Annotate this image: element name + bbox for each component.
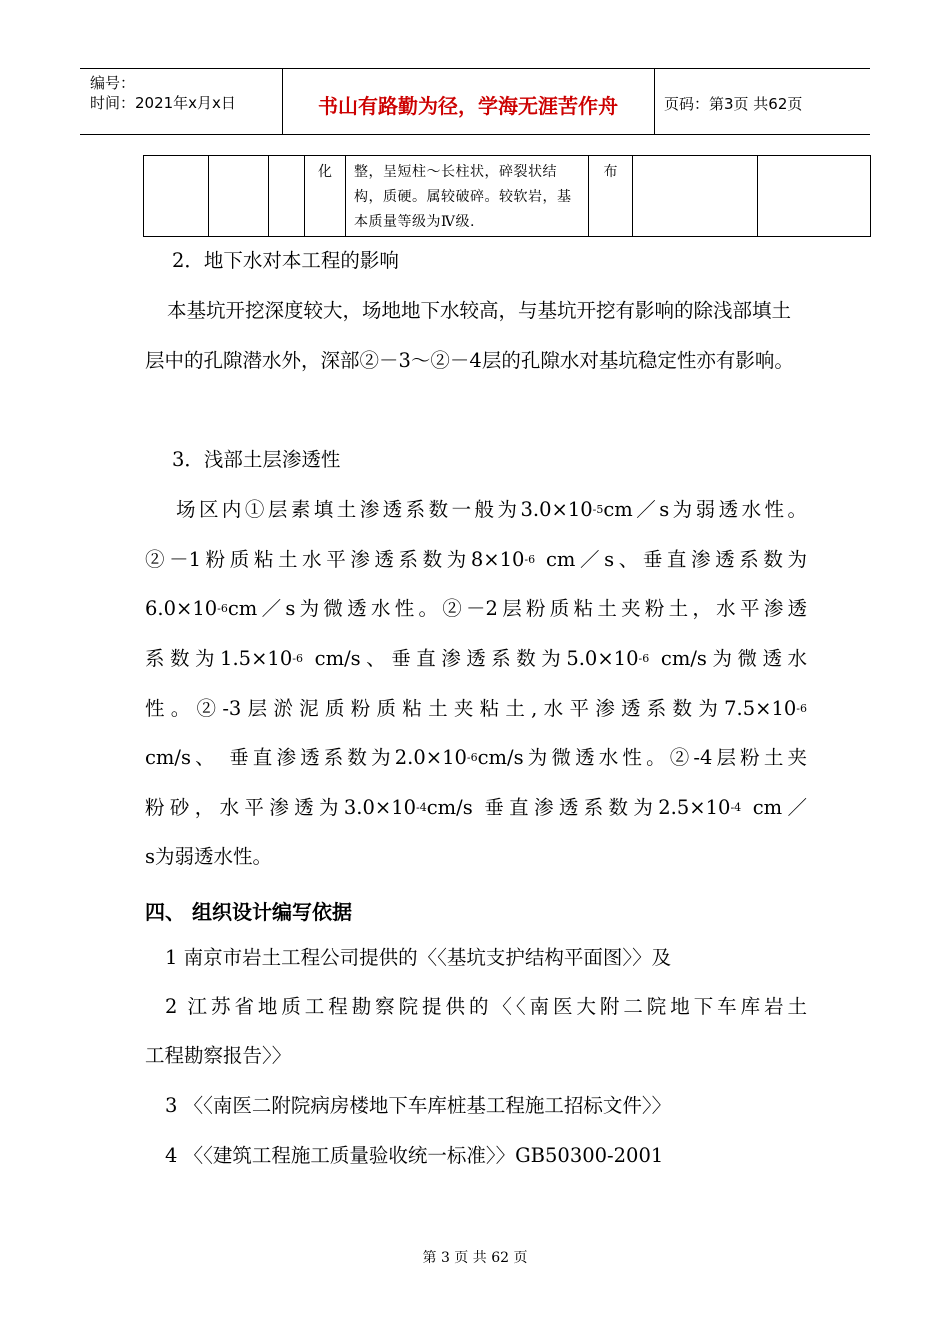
reference-item-continued: 工程勘察报告〉〉 — [145, 1044, 292, 1067]
table-cell — [633, 156, 758, 237]
text-line: cm/s、 垂直渗透系数为$2.0\times 10^{-6}cm/s$为微透水性。②-4层粉土夹 — [145, 746, 807, 769]
header-page-info: 页码：第3页 共62页 — [664, 95, 803, 113]
table-row — [144, 156, 871, 237]
doc-number-label: 编号： — [90, 74, 136, 92]
reference-item: 4 〈〈建筑工程施工质量验收统一标准〉〉GB50300-2001 — [165, 1144, 664, 1167]
reference-item: 1 南京市岩土工程公司提供的〈〈基坑支护结构平面图〉〉及 — [165, 946, 672, 969]
text-line: 性。②-3层淤泥质粉质粘土夹粘土,水平渗透系数为$7.5\times 10^{-6}$ — [145, 697, 807, 720]
header-top-rule — [80, 68, 870, 69]
table-cell-weathering: 化 — [305, 156, 346, 237]
table-cell — [269, 156, 305, 237]
doc-date: 时间：2021年x月x日 — [90, 94, 236, 112]
table-cell — [144, 156, 209, 237]
table-cell — [209, 156, 269, 237]
section-heading: 四、 组织设计编写依据 — [145, 900, 352, 924]
reference-item: 3 〈〈南医二附院病房楼地下车库桩基工程施工招标文件〉〉 — [165, 1094, 672, 1117]
text-line: $6.0\times 10^{-6}cm/s$为微透水性。②－2层粉质粘土夹粉土，水平渗透 — [145, 597, 807, 620]
header-divider — [654, 68, 655, 135]
text-line: ②－1粉质粘土水平渗透系数为$8\times 10^{-6}$ cm／s、垂直渗透系数为 — [145, 548, 807, 571]
text-line: 系数为$1.5\times 10^{-6}$ cm/s、垂直渗透系数为$5.0\times 10^{-6}$ cm/s为微透水 — [145, 647, 808, 670]
table-cell-rock-description: 整，呈短柱～长柱状，碎裂状结构，质硬。属较破碎。较软岩，基本质量等级为Ⅳ级. — [346, 156, 589, 237]
text-line: 场区内①层素填土渗透系数一般为$3.0\times 10^{-5}cm/s$为弱透水性。 — [176, 498, 807, 521]
header-motto: 书山有路勤为径，学海无涯苦作舟 — [318, 94, 618, 118]
page-footer: 第 3 页 共 62 页 — [422, 1250, 528, 1266]
section-heading: 2．地下水对本工程的影响 — [172, 249, 399, 272]
table-cell — [758, 156, 871, 237]
text-line: 粉砂，水平渗透为$3.0\times 10^{-4}cm/s$ 垂直渗透系数为$2.5\times 10^{-4}$ cm／ — [145, 796, 807, 819]
section-heading: 3．浅部土层渗透性 — [172, 448, 341, 471]
header-bottom-rule — [80, 134, 870, 135]
text-line: s为弱透水性。 — [145, 845, 273, 868]
reference-item: 2 江苏省地质工程勘察院提供的〈〈南医大附二院地下车库岩土 — [165, 995, 807, 1018]
geology-table-fragment — [143, 155, 871, 237]
table-cell-distribution: 布 — [589, 156, 633, 237]
paragraph-groundwater: 本基坑开挖深度较大，场地地下水较高，与基坑开挖有影响的除浅部填土层中的孔隙潜水外，深部②－3～②－4层的孔隙水对基坑稳定性亦有影响。 — [145, 299, 794, 372]
